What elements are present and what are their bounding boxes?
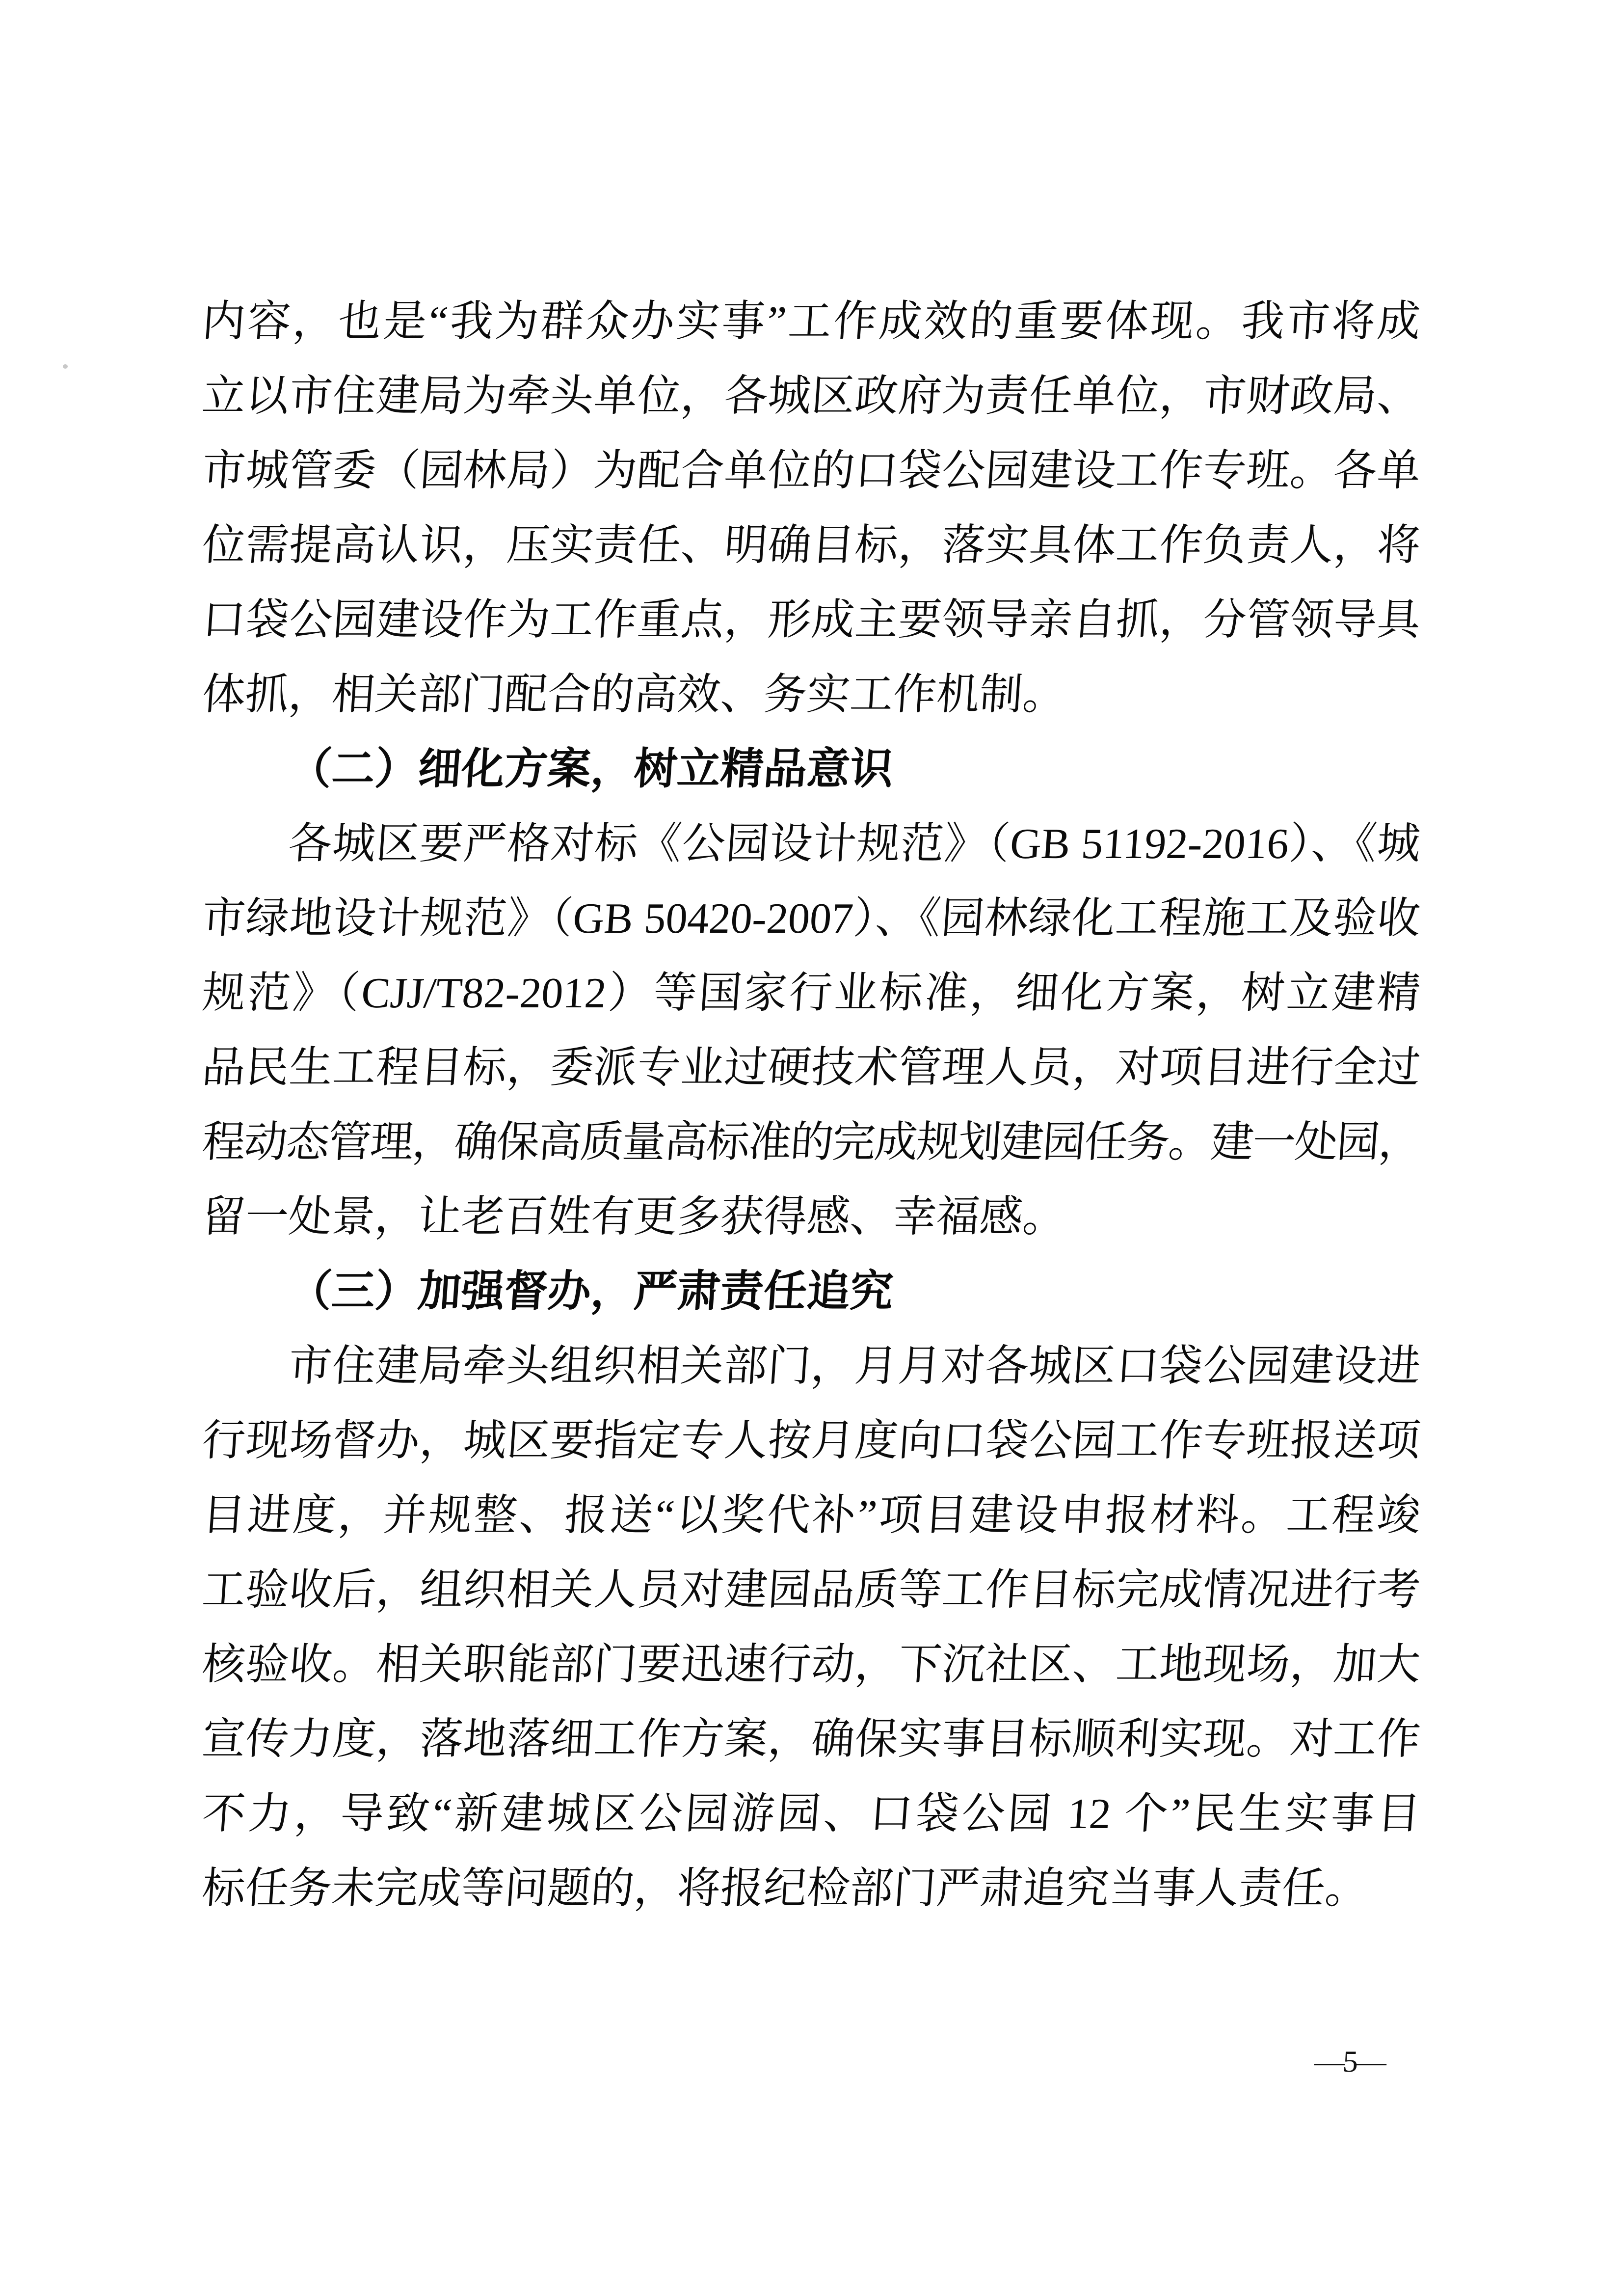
text-line: 不力，导致“新建城区公园游园、口袋公园 12 个”民生实事目: [200, 1790, 1422, 1838]
text-line: 立以市住建局为牵头单位，各城区政府为责任单位，市财政局、: [200, 373, 1422, 420]
section-heading: （三）加强督办，严肃责任追究: [287, 1268, 895, 1316]
text-line: 留一处景，让老百姓有更多获得感、幸福感。: [200, 1193, 1068, 1241]
page-number: —5—: [1313, 2045, 1385, 2079]
text-line: 工验收后，组织相关人员对建园品质等工作目标完成情况进行考: [200, 1567, 1422, 1614]
text-line: 程动态管理，确保高质量高标准的完成规划建园任务。建一处园，: [200, 1119, 1422, 1166]
text-line: 核验收。相关职能部门要迅速行动，下沉社区、工地现场，加大: [200, 1641, 1422, 1689]
document-body: [202, 285, 1420, 1926]
text-line: 内容，也是“我为群众办实事”工作成效的重要体现。我市将成: [200, 298, 1422, 346]
text-line: 市绿地设计规范》（GB 50420-2007）、《园林绿化工程施工及验收: [200, 895, 1422, 943]
text-line: 位需提高认识，压实责任、明确目标，落实具体工作负责人，将: [200, 522, 1422, 569]
text-line: 标任务未完成等问题的，将报纪检部门严肃追究当事人责任。: [200, 1865, 1370, 1913]
text-line: 目进度，并规整、报送“以奖代补”项目建设申报材料。工程竣: [200, 1492, 1422, 1540]
text-line: 市住建局牵头组织相关部门，月月对各城区口袋公园建设进: [287, 1343, 1422, 1390]
text-line: 品民生工程目标，委派专业过硬技术管理人员，对项目进行全过: [200, 1044, 1422, 1092]
text-line: 体抓，相关部门配合的高效、务实工作机制。: [200, 671, 1068, 719]
section-heading: （二）细化方案，树立精品意识: [287, 746, 895, 793]
text-line: 各城区要严格对标《公园设计规范》（GB 51192-2016）、《城: [287, 820, 1422, 868]
text-line: 规范》（CJJ/T82-2012）等国家行业标准，细化方案，树立建精: [200, 970, 1422, 1017]
scan-artifact-dot: [63, 364, 68, 369]
text-line: 宣传力度，落地落细工作方案，确保实事目标顺利实现。对工作: [200, 1716, 1422, 1763]
text-line: 市城管委（园林局）为配合单位的口袋公园建设工作专班。各单: [200, 447, 1422, 495]
text-line: 口袋公园建设作为工作重点，形成主要领导亲自抓，分管领导具: [200, 596, 1422, 644]
text-line: 行现场督办，城区要指定专人按月度向口袋公园工作专班报送项: [200, 1417, 1422, 1465]
